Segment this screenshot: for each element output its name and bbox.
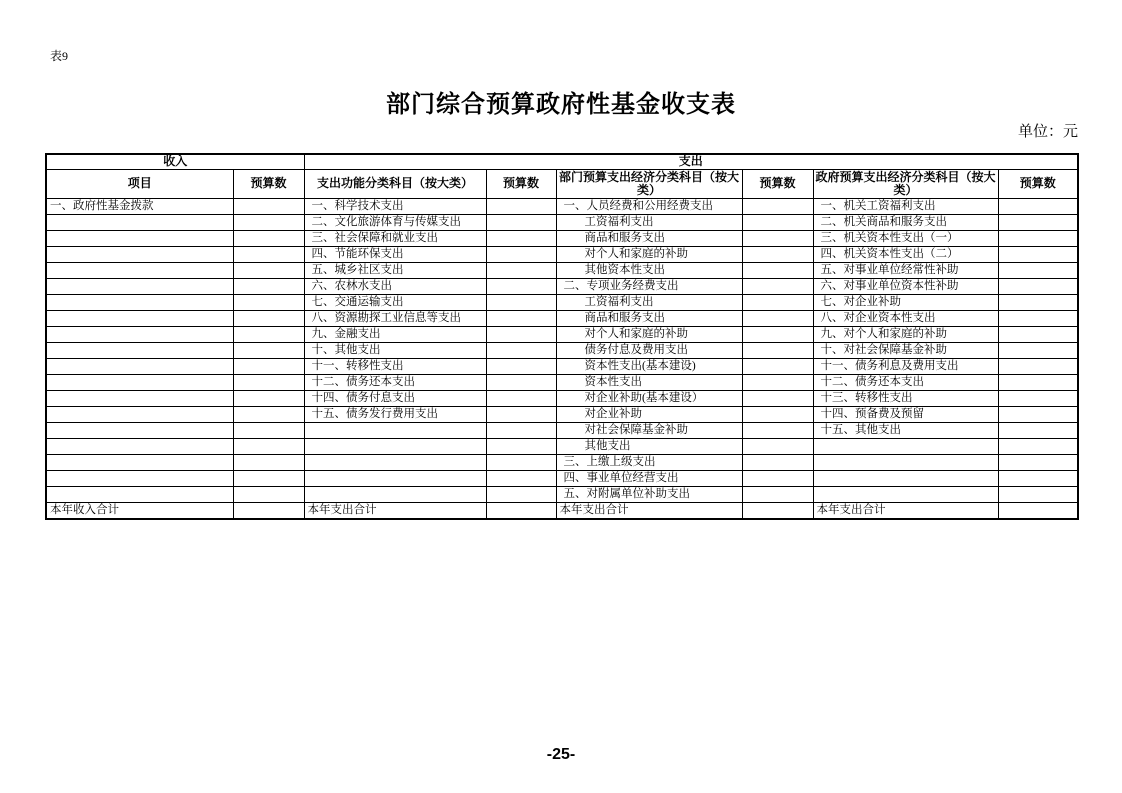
table-cell <box>998 294 1078 310</box>
table-cell <box>304 422 486 438</box>
table-cell: 九、金融支出 <box>304 326 486 342</box>
table-cell <box>742 246 813 262</box>
table-cell: 九、对个人和家庭的补助 <box>813 326 998 342</box>
table-cell <box>486 342 556 358</box>
table-cell <box>486 374 556 390</box>
table-row <box>46 214 1078 230</box>
table-cell: 四、机关资本性支出（二） <box>813 246 998 262</box>
table-cell <box>486 486 556 502</box>
table-row <box>46 470 1078 486</box>
table-row <box>46 374 1078 390</box>
table-cell <box>486 358 556 374</box>
table-cell: 三、上缴上级支出 <box>556 454 742 470</box>
table-cell: 十、对社会保障基金补助 <box>813 342 998 358</box>
table-row <box>46 422 1078 438</box>
table-row <box>46 326 1078 342</box>
table-cell <box>486 214 556 230</box>
table-cell: 十一、债务利息及费用支出 <box>813 358 998 374</box>
table-cell <box>742 310 813 326</box>
table-cell: 对个人和家庭的补助 <box>556 246 742 262</box>
table-cell <box>813 438 998 454</box>
table-cell <box>46 454 233 470</box>
table-cell <box>486 230 556 246</box>
table-cell <box>46 390 233 406</box>
table-cell <box>233 470 304 486</box>
table-cell: 对社会保障基金补助 <box>556 422 742 438</box>
table-cell <box>233 486 304 502</box>
table-cell <box>486 246 556 262</box>
table-cell <box>46 470 233 486</box>
table-cell: 七、交通运输支出 <box>304 294 486 310</box>
table-cell <box>813 486 998 502</box>
table-cell <box>233 230 304 246</box>
table-cell <box>233 502 304 519</box>
table-cell <box>998 230 1078 246</box>
table-cell <box>233 326 304 342</box>
table-cell <box>233 374 304 390</box>
section-header-expenditure: 支出 <box>304 154 1078 169</box>
table-cell <box>486 390 556 406</box>
column-header: 部门预算支出经济分类科目（按大类） <box>556 169 742 198</box>
table-cell <box>742 230 813 246</box>
table-cell <box>233 294 304 310</box>
table-cell: 工资福利支出 <box>556 294 742 310</box>
table-cell <box>486 198 556 214</box>
table-cell <box>46 406 233 422</box>
table-row <box>46 438 1078 454</box>
table-row <box>46 310 1078 326</box>
table-cell <box>233 342 304 358</box>
table-cell: 对个人和家庭的补助 <box>556 326 742 342</box>
column-header: 预算数 <box>742 169 813 198</box>
table-cell <box>304 454 486 470</box>
table-cell <box>46 310 233 326</box>
table-row <box>46 406 1078 422</box>
table-cell: 十五、其他支出 <box>813 422 998 438</box>
table-cell: 四、节能环保支出 <box>304 246 486 262</box>
table-row <box>46 454 1078 470</box>
table-cell: 六、对事业单位资本性补助 <box>813 278 998 294</box>
table-row <box>46 294 1078 310</box>
table-cell <box>233 262 304 278</box>
table-row <box>46 358 1078 374</box>
table-cell <box>742 358 813 374</box>
table-cell <box>742 342 813 358</box>
table-cell <box>742 486 813 502</box>
table-cell: 对企业补助 <box>556 406 742 422</box>
table-cell <box>813 470 998 486</box>
table-cell <box>742 406 813 422</box>
table-cell <box>998 310 1078 326</box>
table-cell <box>486 406 556 422</box>
table-cell: 十二、债务还本支出 <box>813 374 998 390</box>
table-cell <box>998 358 1078 374</box>
table-cell: 债务付息及费用支出 <box>556 342 742 358</box>
table-row <box>46 198 1078 214</box>
table-cell: 对企业补助(基本建设） <box>556 390 742 406</box>
table-cell <box>998 214 1078 230</box>
table-cell <box>46 422 233 438</box>
budget-table <box>45 153 1079 520</box>
column-header: 预算数 <box>233 169 304 198</box>
table-cell <box>233 454 304 470</box>
table-cell <box>233 358 304 374</box>
table-cell: 资本性支出(基本建设) <box>556 358 742 374</box>
table-cell <box>233 278 304 294</box>
table-cell <box>233 198 304 214</box>
table-cell <box>742 214 813 230</box>
table-cell: 本年支出合计 <box>556 502 742 519</box>
table-cell <box>486 310 556 326</box>
table-cell <box>998 246 1078 262</box>
table-cell <box>233 438 304 454</box>
table-cell: 十三、转移性支出 <box>813 390 998 406</box>
table-tag: 表9 <box>50 49 69 63</box>
table-cell: 本年支出合计 <box>304 502 486 519</box>
table-cell <box>742 294 813 310</box>
table-cell <box>46 214 233 230</box>
table-cell <box>304 486 486 502</box>
table-cell <box>486 294 556 310</box>
table-row <box>46 486 1078 502</box>
table-cell: 十、其他支出 <box>304 342 486 358</box>
column-header: 预算数 <box>486 169 556 198</box>
table-cell <box>46 278 233 294</box>
table-cell: 十五、债务发行费用支出 <box>304 406 486 422</box>
table-cell <box>742 454 813 470</box>
table-cell <box>998 374 1078 390</box>
table-cell: 工资福利支出 <box>556 214 742 230</box>
table-cell: 一、人员经费和公用经费支出 <box>556 198 742 214</box>
table-cell: 五、对附属单位补助支出 <box>556 486 742 502</box>
table-cell <box>998 454 1078 470</box>
column-header: 预算数 <box>998 169 1078 198</box>
table-cell: 商品和服务支出 <box>556 310 742 326</box>
table-body <box>46 198 1078 519</box>
table-cell <box>998 422 1078 438</box>
table-row <box>46 262 1078 278</box>
table-cell <box>998 342 1078 358</box>
table-cell <box>998 390 1078 406</box>
table-cell <box>998 406 1078 422</box>
table-cell <box>742 390 813 406</box>
table-cell <box>998 198 1078 214</box>
column-header-row <box>46 169 1078 198</box>
table-cell: 七、对企业补助 <box>813 294 998 310</box>
table-cell: 一、机关工资福利支出 <box>813 198 998 214</box>
table-cell: 二、文化旅游体育与传媒支出 <box>304 214 486 230</box>
table-cell: 五、对事业单位经常性补助 <box>813 262 998 278</box>
table-cell: 商品和服务支出 <box>556 230 742 246</box>
page-number: -25- <box>546 746 576 763</box>
table-row <box>46 390 1078 406</box>
table-cell <box>46 326 233 342</box>
table-cell <box>46 374 233 390</box>
table-cell <box>46 486 233 502</box>
table-row <box>46 246 1078 262</box>
table-cell <box>486 470 556 486</box>
table-cell <box>486 326 556 342</box>
table-cell <box>486 438 556 454</box>
table-cell: 八、资源勘探工业信息等支出 <box>304 310 486 326</box>
table-cell <box>233 390 304 406</box>
section-header-income: 收入 <box>46 154 304 169</box>
table-cell: 十一、转移性支出 <box>304 358 486 374</box>
table-cell <box>233 406 304 422</box>
table-cell <box>46 230 233 246</box>
section-header-row <box>46 154 1078 169</box>
table-cell: 三、社会保障和就业支出 <box>304 230 486 246</box>
table-cell <box>233 214 304 230</box>
table-cell <box>486 262 556 278</box>
table-cell: 其他资本性支出 <box>556 262 742 278</box>
table-cell: 二、专项业务经费支出 <box>556 278 742 294</box>
table-cell: 三、机关资本性支出（一） <box>813 230 998 246</box>
table-cell <box>742 438 813 454</box>
table-cell <box>742 502 813 519</box>
table-cell <box>486 454 556 470</box>
table-cell <box>233 310 304 326</box>
table-cell <box>233 246 304 262</box>
table-cell <box>998 278 1078 294</box>
table-cell: 其他支出 <box>556 438 742 454</box>
table-row <box>46 278 1078 294</box>
table-cell: 五、城乡社区支出 <box>304 262 486 278</box>
table-cell: 本年支出合计 <box>813 502 998 519</box>
table-cell <box>813 454 998 470</box>
table-cell <box>998 502 1078 519</box>
table-cell <box>46 262 233 278</box>
page-title: 部门综合预算政府性基金收支表 <box>386 92 736 118</box>
unit-label: 单位：元 <box>1017 124 1078 140</box>
table-cell <box>46 438 233 454</box>
table-cell: 二、机关商品和服务支出 <box>813 214 998 230</box>
table-cell <box>486 502 556 519</box>
table-cell: 一、政府性基金拨款 <box>46 198 233 214</box>
table-cell <box>998 486 1078 502</box>
table-cell: 八、对企业资本性支出 <box>813 310 998 326</box>
table-cell: 四、事业单位经营支出 <box>556 470 742 486</box>
table-cell <box>304 438 486 454</box>
table-cell <box>742 198 813 214</box>
table-cell <box>46 358 233 374</box>
table-cell <box>742 262 813 278</box>
table-cell: 六、农林水支出 <box>304 278 486 294</box>
table-cell <box>46 294 233 310</box>
table-cell <box>998 262 1078 278</box>
table-cell <box>233 422 304 438</box>
table-cell <box>998 326 1078 342</box>
table-cell <box>742 326 813 342</box>
table-cell: 十二、债务还本支出 <box>304 374 486 390</box>
total-row <box>46 502 1078 519</box>
table-cell <box>742 278 813 294</box>
table-row <box>46 342 1078 358</box>
table-cell: 本年收入合计 <box>46 502 233 519</box>
table-cell <box>742 422 813 438</box>
table-cell <box>46 246 233 262</box>
table-cell <box>486 422 556 438</box>
table-cell <box>304 470 486 486</box>
table-cell <box>998 470 1078 486</box>
table-cell <box>46 342 233 358</box>
table-cell <box>486 278 556 294</box>
table-cell: 资本性支出 <box>556 374 742 390</box>
table-cell: 十四、预备费及预留 <box>813 406 998 422</box>
table-cell <box>742 374 813 390</box>
table-cell: 一、科学技术支出 <box>304 198 486 214</box>
column-header: 项目 <box>46 169 233 198</box>
table-cell <box>742 470 813 486</box>
table-row <box>46 230 1078 246</box>
column-header: 政府预算支出经济分类科目（按大类） <box>813 169 998 198</box>
table-cell: 十四、债务付息支出 <box>304 390 486 406</box>
column-header: 支出功能分类科目（按大类） <box>304 169 486 198</box>
table-cell <box>998 438 1078 454</box>
